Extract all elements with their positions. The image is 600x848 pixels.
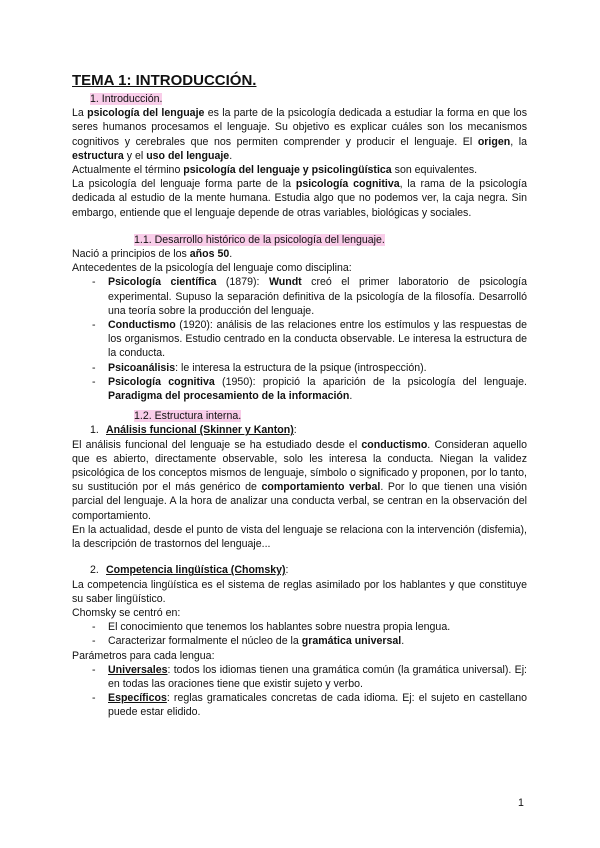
page-title: TEMA 1: INTRODUCCIÓN. (72, 72, 257, 89)
list-item: - Conductismo (1920): análisis de las relaciones entre los estímulos y las respuestas de los organismos. Estudio centrado en la conducta observable. Le interesa la estructura de la conducta. (72, 318, 527, 361)
born-line: Nació a principios de los años 50. (72, 248, 233, 261)
list-item: - El conocimiento que tenemos los hablantes sobre nuestra propia lengua. (72, 620, 527, 634)
analisis-paragraph-1: El análisis funcional del lenguaje se ha estudiado desde el conductismo. Consideran aquello que es abierto, directamente observable, solo les interesa la conducta. Niegan la validez psicológica de los conceptos mismos de lenguaje, símbolo o significado y proponen, por lo tanto, su sustitución por el más genérico de comportamiento verbal. Por lo que tienen una visión parcial del lenguaje. A la hora de analizar una conducta verbal, se centran en la observación del comportamiento. (72, 438, 527, 522)
document-page (72, 72, 527, 720)
antecedents-line: Antecedentes de la psicología del lenguaje como disciplina: (72, 262, 352, 275)
page-number: 1 (518, 797, 524, 809)
intro-paragraph-1: La psicología del lenguaje es la parte de la psicología dedicada a estudiar la forma en que los seres humanos procesamos el lenguaje. Su objetivo es explicar cuáles son los mecanismos cognitivos y cerebrales que nos permiten comprender y producir el lenguaje. El origen, la estructura y el uso del lenguaje. (72, 107, 527, 162)
parameters-line: Parámetros para cada lengua: (72, 649, 215, 662)
analisis-paragraph-2: En la actualidad, desde el punto de vista del lenguaje se relaciona con la intervención (disfemia), la descripción de trastornos del lenguaje... (72, 523, 527, 551)
subheading-competencia: 2. Competencia lingüística (Chomsky): (90, 564, 289, 577)
list-item: - Psicoanálisis: le interesa la estructura de la psique (introspección). (72, 361, 527, 375)
section-1-2-heading: 1.2. Estructura interna. (134, 410, 242, 423)
list-item: - Caracterizar formalmente el núcleo de la gramática universal. (72, 634, 527, 648)
antecedents-list (72, 275, 527, 403)
list-item: - Psicología científica (1879): Wundt creó el primer laboratorio de psicología experimental. Supuso la separación definitiva de la psicología de la filosofía. Desarrolló una teoría sobre la producción del lenguaje. (72, 275, 527, 318)
list-item: - Universales: todos los idiomas tienen una gramática común (la gramática universal). Ej: en todas las oraciones tiene que existir sujeto y verbo. (72, 663, 527, 691)
chomsky-list (72, 620, 527, 648)
section-1-heading: 1. Introducción. (90, 93, 163, 105)
competencia-paragraph-2: Chomsky se centró en: (72, 606, 181, 619)
section-1-1-heading: 1.1. Desarrollo histórico de la psicología del lenguaje. (134, 233, 385, 246)
parameters-list (72, 663, 527, 720)
list-item: - Psicología cognitiva (1950): propició la aparición de la psicología del lenguaje. Paradigma del procesamiento de la información. (72, 375, 527, 403)
intro-paragraph-3: La psicología del lenguaje forma parte de la psicología cognitiva, la rama de la psicología dedicada al estudio de la mente humana. Estudia algo que no podemos ver, la caja negra. Sin embargo, entiende que el lenguaje depende de otras variables, biológicas y sociales. (72, 178, 528, 219)
intro-paragraph-2: Actualmente el término psicología del lenguaje y psicolingüística son equivalentes. (72, 164, 478, 177)
list-item: - Específicos: reglas gramaticales concretas de cada idioma. Ej: el sujeto en castellano puede estar elidido. (72, 691, 527, 719)
subheading-analisis: 1. Análisis funcional (Skinner y Kanton): (90, 424, 297, 437)
competencia-paragraph-1: La competencia lingüística es el sistema de reglas asimilado por los hablantes y que constituye su saber lingüístico. (72, 578, 527, 605)
